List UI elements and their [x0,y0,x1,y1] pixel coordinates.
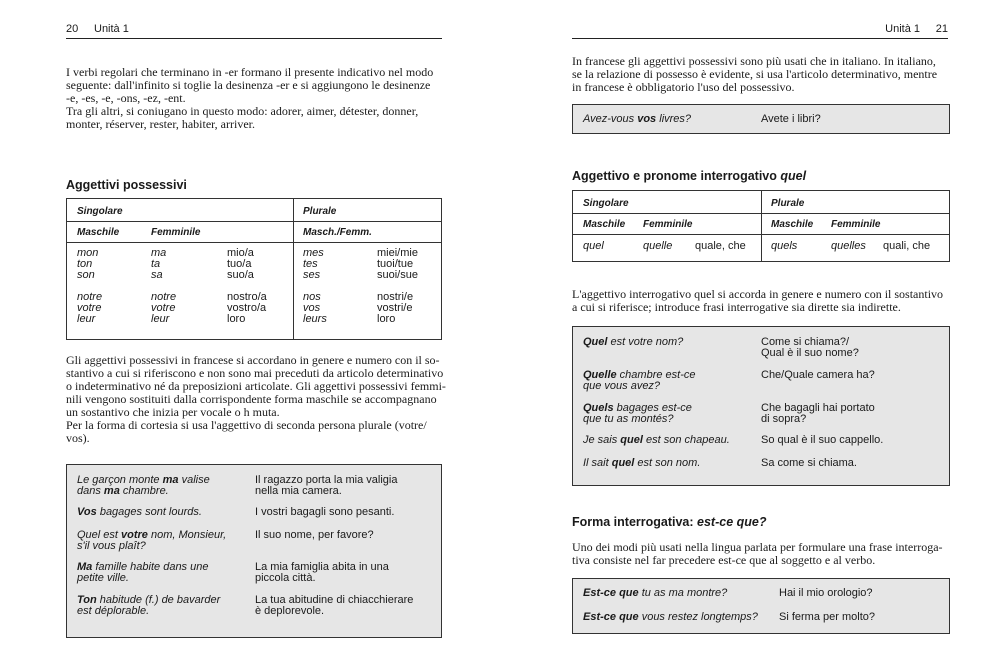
example-italian: La mia famiglia abita in una piccola città. [255,561,389,584]
header-femminile: Femminile [643,219,693,230]
page-number: 21 [935,23,948,35]
example-french: Ton habitude (f.) de bavarder est déplorable. [77,594,221,617]
page-header-left [66,24,442,39]
section-heading: Forma interrogativa: est-ce que? [572,515,767,529]
estce-examples-box [572,578,950,634]
examples-box [66,464,442,638]
example-french: Quels bagages est-ce que tu as montés? [583,402,692,425]
table-cell: quali, che [883,240,931,252]
page-header-right [572,24,948,39]
example-french: Est-ce que vous restez longtemps? [583,611,758,623]
example-french: Vos bagages sont lourds. [77,506,202,518]
example-italian: Hai il mio orologio? [779,587,873,599]
example-italian: So qual è il suo cappello. [761,434,884,446]
example-italian: Come si chiama?/ Qual è il suo nome? [761,336,859,359]
section-heading: Aggettivi possessivi [66,178,187,192]
estce-explanation [572,541,952,567]
text-line: vos). [66,431,90,445]
example-french: Quelle chambre est-ce que vous avez? [583,369,696,392]
table-column: mio/a tuo/a suo/a [227,247,254,281]
table-column: mon ton son [77,247,99,281]
text-line: stantivo a cui si riferiscono e non sono mai preceduti da articolo determinativo [66,366,444,380]
text-line: a cui si riferisce; introduce frasi interrogative sia dirette sia indirette. [572,300,901,314]
text-line: Gli aggettivi possessivi in francese si accordano in genere e numero con il so- [66,353,440,367]
text-line: nili vengono sostituiti dalla corrispondente forma maschile se accompagnano [66,392,437,406]
right-page [500,0,1000,672]
text-line: Uno dei modi più usati nella lingua parlata per formulare una frase interroga- [572,540,943,554]
table-column: nostri/e vostri/e loro [377,291,414,325]
section-heading: Aggettivo e pronome interrogativo quel [572,169,807,183]
example-french: Quel est votre nom? [583,336,684,348]
example-french: Ma famille habite dans une petite ville. [77,561,209,584]
header-femminile: Femminile [831,219,881,230]
example-french: Avez-vous vos livres? [583,113,692,125]
text-line: Per la forma di cortesia si usa l'aggettivo di seconda persona plurale (votre/ [66,418,427,432]
example-italian: Si ferma per molto? [779,611,875,623]
text-line: monter, réserver, rester, habiter, arriver. [66,117,255,131]
quel-explanation [572,288,952,314]
header-femminile: Femminile [151,227,201,238]
example-french: Le garçon monte ma valise dans ma chambre. [77,474,210,497]
example-french: Je sais quel est son chapeau. [583,434,730,446]
header-singolare: Singolare [583,198,629,209]
table-cell: quale, che [695,240,746,252]
text-line: un sostantivo che inizia per vocale o h muta. [66,405,280,419]
example-italian: Che bagagli hai portato di sopra? [761,402,875,425]
running-head: Unità 1 [885,23,920,35]
header-maschile: Maschile [771,219,814,230]
example-italian: Avete i libri? [761,113,821,125]
text-line: L'aggettivo interrogativo quel si accorda in genere e numero con il sostantivo [572,287,944,301]
possessive-explanation [66,354,446,445]
table-column: mes tes ses [303,247,324,281]
header-plurale: Plurale [771,198,805,209]
table-cell: quelle [643,240,673,252]
example-french: Est-ce que tu as ma montre? [583,587,728,599]
text-line: in francese è obbligatorio l'uso del possessivo. [572,80,795,94]
example-italian: I vostri bagagli sono pesanti. [255,506,395,518]
text-line: o indeterminativo né da preposizioni articolate. Gli aggettivi possessivi femmi- [66,379,446,393]
intro-paragraph [66,66,446,131]
text-line: seguente: dall'infinito si toglie la desinenza -er e si aggiungono le desinenze [66,78,431,92]
header-plurale: Plurale [303,206,337,217]
text-line: Tra gli altri, si coniugano in questo modo: adorer, aimer, détester, donner, [66,104,419,118]
table-cell: quel [583,240,604,252]
header-masch-femm: Masch./Femm. [303,227,372,238]
text-line: se la relazione di possesso è evidente, si usa l'articolo determinativo, mentre [572,67,938,81]
example-italian: Che/Quale camera ha? [761,369,875,381]
example-french: Quel est votre nom, Monsieur, s'il vous plaît? [77,529,227,552]
possessive-table [66,198,442,340]
table-column: nostro/a vostro/a loro [227,291,267,325]
intro-paragraph [572,55,952,94]
example-french: Il sait quel est son nom. [583,457,701,469]
page-number: 20 [66,23,79,35]
header-maschile: Maschile [77,227,120,238]
example-italian: Il ragazzo porta la mia valigia nella mia camera. [255,474,398,497]
table-cell: quels [771,240,798,252]
quel-examples-box [572,326,950,486]
example-italian: Sa come si chiama. [761,457,857,469]
example-italian: La tua abitudine di chiacchierare è deplorevole. [255,594,414,617]
example-box [572,104,950,134]
running-head: Unità 1 [94,23,129,35]
quel-table [572,190,950,262]
example-italian: Il suo nome, per favore? [255,529,374,541]
header-singolare: Singolare [77,206,123,217]
text-line: In francese gli aggettivi possessivi sono più usati che in italiano. In italiano, [572,54,936,68]
table-column: ma ta sa [151,247,167,281]
table-column: notre votre leur [77,291,103,325]
text-line: -e, -es, -e, -ons, -ez, -ent. [66,91,186,105]
table-cell: quelles [831,240,866,252]
table-column: miei/mie tuoi/tue suoi/sue [377,247,418,281]
header-maschile: Maschile [583,219,626,230]
table-column: nos vos leurs [303,291,327,325]
text-line: I verbi regolari che terminano in -er formano il presente indicativo nel modo [66,65,434,79]
table-column: notre votre leur [151,291,177,325]
text-line: tiva consiste nel far precedere est-ce que al soggetto e al verbo. [572,553,876,567]
